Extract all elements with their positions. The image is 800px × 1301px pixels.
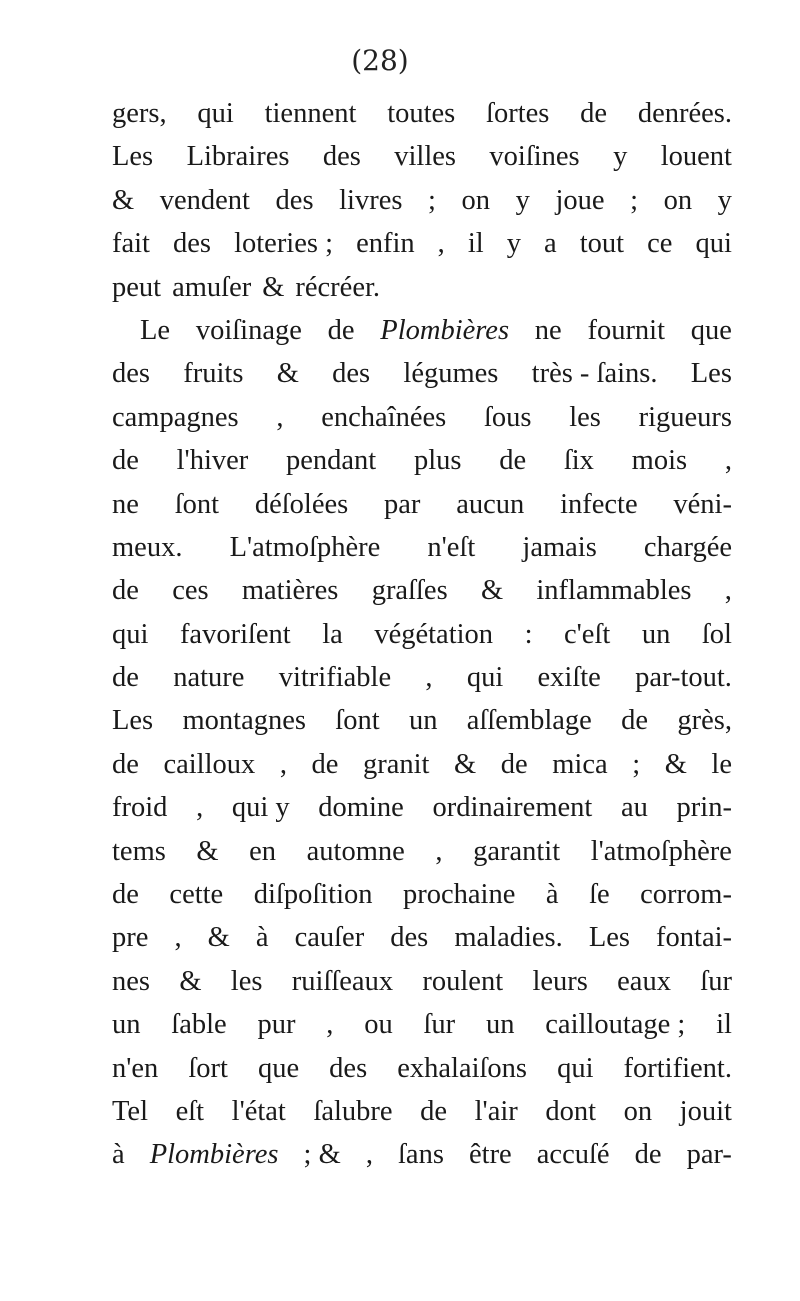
word: ; [630, 184, 639, 216]
text-line [112, 830, 732, 873]
word: de [420, 1095, 448, 1127]
word: un [408, 705, 438, 737]
text-line [112, 873, 732, 916]
word: , [437, 228, 445, 260]
text-line [112, 656, 732, 699]
word: fournit [587, 314, 666, 346]
word: livres [339, 184, 403, 216]
word: Les [588, 922, 630, 954]
word: & [276, 358, 299, 390]
word: ſe [589, 879, 610, 911]
word: de [621, 705, 649, 737]
word: inflammables [536, 575, 692, 607]
word: par- [686, 1139, 732, 1171]
word: nes [112, 965, 150, 997]
word: fortifient. [623, 1052, 732, 1084]
word: corrom- [640, 879, 732, 911]
word: , [724, 575, 732, 607]
text-line [112, 1133, 732, 1176]
word: grès, [677, 705, 732, 737]
word: pur [257, 1009, 296, 1041]
word: accuſé [536, 1139, 610, 1171]
word: a [544, 228, 557, 260]
word: prochaine [403, 879, 516, 911]
word: fontai- [656, 922, 732, 954]
word: , [724, 445, 732, 477]
word: granit [363, 748, 430, 780]
word: n'eſt [427, 531, 476, 563]
word: ruiſſeaux [291, 965, 394, 997]
word: ſur [423, 1009, 456, 1041]
word: qui [112, 618, 149, 650]
word: il [716, 1009, 732, 1041]
word: , [174, 922, 182, 954]
word: on [461, 184, 491, 216]
word: des [329, 1052, 368, 1084]
word: prin- [676, 792, 732, 824]
word: fruits [183, 358, 244, 390]
word: ſur [700, 965, 732, 997]
page-number: (28) [351, 44, 409, 77]
word: de [500, 748, 528, 780]
word: des [390, 922, 429, 954]
word: à [255, 922, 269, 954]
word: & [207, 922, 230, 954]
word: en [249, 835, 277, 867]
word: ſort [188, 1052, 228, 1084]
word: & [112, 184, 135, 216]
word: qui [695, 228, 732, 260]
word: & [480, 575, 504, 607]
word: des [322, 141, 361, 173]
word: c'eſt [564, 618, 611, 650]
word: meux. [112, 531, 183, 563]
word: automne [306, 835, 405, 867]
word: exhalaiſons [397, 1052, 528, 1084]
word: & [179, 965, 202, 997]
text-line [112, 699, 732, 742]
word: garantit [473, 835, 561, 867]
word: ces [172, 575, 209, 607]
text-line [112, 439, 732, 482]
word: déſolées [254, 488, 349, 520]
word: ; & [303, 1139, 341, 1171]
word: que [690, 314, 732, 346]
text-line [112, 526, 732, 569]
word: l'état [231, 1095, 286, 1127]
place-name-word: Plombières [149, 1139, 279, 1171]
word: un [641, 618, 671, 650]
word: , [196, 792, 204, 824]
word: ne [112, 488, 139, 520]
body-text [112, 92, 732, 1177]
text-line [112, 916, 732, 959]
word: vendent [159, 184, 250, 216]
word: Tel [112, 1095, 148, 1127]
text-line [112, 309, 732, 352]
word: ſont [174, 488, 220, 520]
word: ſous [483, 401, 532, 433]
word: favoriſent [179, 618, 291, 650]
word: aucun [456, 488, 525, 520]
word: la [322, 618, 343, 650]
word: être [469, 1139, 512, 1171]
text-line [112, 743, 732, 786]
word: végétation [374, 618, 494, 650]
word: & [196, 835, 219, 867]
word: ſont [335, 705, 380, 737]
word: de [112, 662, 139, 694]
word: n'en [112, 1052, 159, 1084]
word: ſans [398, 1139, 444, 1171]
word: cailloux [163, 748, 256, 780]
word: & [454, 748, 477, 780]
word: de [311, 748, 339, 780]
word: au [620, 792, 648, 824]
word: mois [631, 445, 688, 477]
word: , [276, 401, 284, 433]
word: ou [364, 1009, 393, 1041]
word: des [112, 358, 150, 390]
word: les [230, 965, 263, 997]
word: cette [169, 879, 224, 911]
word: les [569, 401, 601, 433]
word: voiſinage [195, 314, 302, 346]
word: , [279, 748, 287, 780]
word: peut [112, 271, 162, 303]
word: L'atmoſphère [229, 531, 381, 563]
word: ordinairement [432, 792, 593, 824]
word: matières [241, 575, 339, 607]
word: roulent [422, 965, 504, 997]
word: Les [690, 358, 732, 390]
word: par [384, 488, 421, 520]
word: qui [557, 1052, 594, 1084]
word: leurs [532, 965, 588, 997]
word: de [634, 1139, 662, 1171]
word: à [112, 1139, 125, 1171]
text-line [112, 786, 732, 829]
word: cailloutage ; [545, 1009, 686, 1041]
word: ; [428, 184, 436, 216]
word: exiſte [537, 662, 601, 694]
word: plus [413, 445, 462, 477]
word: froid [112, 792, 168, 824]
word: pre [112, 922, 149, 954]
word: jamais [522, 531, 597, 563]
word: gers, [112, 98, 167, 129]
word: de [112, 575, 139, 607]
word: qui [197, 98, 234, 129]
word: tout [579, 228, 625, 260]
word: ; [632, 748, 641, 780]
word: amuſer [172, 271, 252, 303]
word: l'air [474, 1095, 518, 1127]
word: ce [647, 228, 673, 260]
text-line [112, 569, 732, 612]
word: de [112, 445, 139, 477]
word: toutes [387, 98, 456, 129]
word: des [173, 228, 212, 260]
word: domine [318, 792, 404, 824]
word: légumes [403, 358, 499, 390]
word: , [435, 835, 443, 867]
word: ſalubre [313, 1095, 393, 1127]
word: Libraires [186, 141, 290, 173]
word: , [326, 1009, 334, 1041]
word: voiſines [489, 141, 580, 173]
word: y [515, 184, 530, 216]
word: tems [112, 835, 166, 867]
word: , [425, 662, 433, 694]
word: ſix [563, 445, 594, 477]
word: aſſemblage [466, 705, 592, 737]
word: infecte [560, 488, 638, 520]
word: y [613, 141, 628, 173]
word: villes [394, 141, 456, 173]
word: qui [466, 662, 504, 694]
word: jouit [679, 1095, 732, 1127]
text-line [112, 352, 732, 395]
word: il [467, 228, 484, 260]
word: mica [552, 748, 608, 780]
word: ſortes [486, 98, 550, 129]
word: y [717, 184, 732, 216]
word: de [580, 98, 608, 129]
word: & [262, 271, 285, 303]
word: vitrifiable [278, 662, 392, 694]
word: ſable [171, 1009, 227, 1041]
word: de [327, 314, 355, 346]
text-line [112, 483, 732, 526]
text-line [112, 960, 732, 1003]
word: des [275, 184, 314, 216]
word: cauſer [294, 922, 365, 954]
text-line [112, 1003, 732, 1046]
word: maladies. [454, 922, 563, 954]
word: graſſes [371, 575, 448, 607]
word: eaux [617, 965, 671, 997]
word: on [623, 1095, 653, 1127]
word: y [506, 228, 521, 260]
word: montagnes [182, 705, 306, 737]
word: à [545, 879, 559, 911]
word: l'hiver [176, 445, 249, 477]
word: Le [140, 314, 171, 346]
word: très - ſains. [531, 358, 658, 390]
word: ſol [701, 618, 732, 650]
word: louent [660, 141, 732, 173]
text-line [112, 396, 732, 439]
place-name-word: Plombières [380, 314, 510, 346]
word: , [365, 1139, 373, 1171]
word: véni- [673, 488, 732, 520]
word: chargée [643, 531, 732, 563]
word: denrées. [637, 98, 732, 129]
word: & [664, 748, 687, 780]
word: des [332, 358, 371, 390]
word: pendant [286, 445, 377, 477]
word: joue [555, 184, 605, 216]
word: Les [112, 141, 154, 173]
word: eſt [175, 1095, 205, 1127]
word: par-tout. [635, 662, 732, 694]
text-line [112, 222, 732, 265]
word: loteries ; [234, 228, 334, 260]
word: qui y [231, 792, 290, 824]
word: le [711, 748, 732, 780]
word: l'atmoſphère [590, 835, 732, 867]
word: diſpoſition [253, 879, 373, 911]
word: nature [173, 662, 245, 694]
word: Les [112, 705, 154, 737]
word: récréer. [295, 271, 381, 303]
word: un [485, 1009, 515, 1041]
text-line [112, 1090, 732, 1133]
text-line [112, 1047, 732, 1090]
word: de [112, 748, 139, 780]
word: campagnes [112, 401, 239, 433]
word: rigueurs [638, 401, 732, 433]
word: enfin [356, 228, 415, 260]
word: un [112, 1009, 141, 1041]
word: de [112, 879, 139, 911]
word: dont [545, 1095, 597, 1127]
word: enchaînées [321, 401, 447, 433]
word: tiennent [264, 98, 357, 129]
text-line [112, 92, 732, 135]
text-line [112, 266, 732, 309]
word: que [257, 1052, 300, 1084]
text-line [112, 613, 732, 656]
word: de [499, 445, 527, 477]
word: fait [112, 228, 150, 260]
word: on [663, 184, 693, 216]
word: ne [534, 314, 562, 346]
text-line [112, 135, 732, 178]
word: : [524, 618, 533, 650]
text-line [112, 179, 732, 222]
